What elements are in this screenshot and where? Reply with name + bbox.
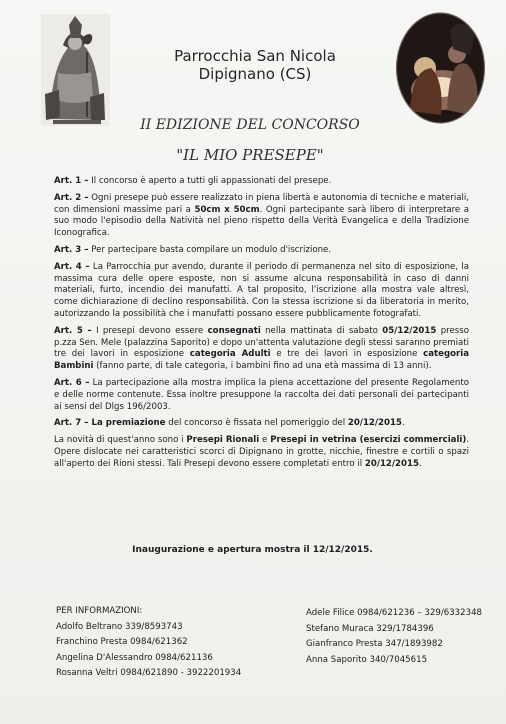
article-2 [54,193,469,240]
article-bold-text: Presepi Rionali [186,435,260,446]
article-text: e tre dei lavori in esposizione [270,349,424,360]
novelty-paragraph [54,435,469,470]
article-6 [54,378,469,413]
article-label: Art. 3 – [54,244,89,255]
article-1 [54,176,469,188]
article-bold-text: categoria Adulti [189,349,271,360]
info-heading: PER INFORMAZIONI: [56,606,143,616]
article-text: Ogni presepe può essere realizzato in piena libertà e autonomia di tecniche e materiali, con dimensioni massime pari a [54,192,469,215]
article-bold-text: 20/12/2015 [364,458,419,469]
article-4 [54,262,469,321]
article-text: nella mattinata di sabato [260,325,383,336]
article-text: . [401,418,405,429]
article-bold-text: 05/12/2015 [382,325,437,336]
article-label: Art. 1 – [54,176,89,186]
article-text: . Ogni partecipante sarà libero di interpretare a suo modo l'episodio della Natività nel pieno rispetto della Verità Evangelica e della Tradizione Iconografica. [54,204,469,239]
article-bold-text: La premiazione [88,418,166,429]
contest-name: "IL MIO PRESEPE" [176,146,324,164]
article-label: Art. 5 – [54,325,92,336]
contact-entry: Angelina D'Alessandro 0984/621136 [56,652,213,663]
parish-name: Parrocchia San Nicola [174,47,336,65]
contacts-right [306,606,482,668]
article-bold-text: consegnati [207,325,261,336]
article-text: I presepi devono essere [91,325,208,336]
article-text: Il concorso è aperto a tutti gli appassionati del presepe. [88,176,332,186]
contact-entry: Rosanna Veltri 0984/621890 - 3922201934 [56,668,242,678]
contact-entry: Gianfranco Presta 347/1893982 [306,639,443,649]
article-text: del concorso è fissata nel pomeriggio del [165,418,348,429]
article-text: La partecipazione alla mostra implica la piena accettazione del presente Regolamento e delle norme contenute. Essa inoltre presuppone la raccolta dei dati personali dei partecipanti ai sensi del Dlgs 196/2003. [54,377,469,412]
article-text: presso p.zza Sen. Mele (palazzina Saporito) e dopo un'attenta valutazione degli stessi saranno premiati tre dei lavori in esposizione [54,325,470,360]
contact-entry: Franchino Presta 0984/621362 [56,637,188,647]
article-label: Art. 4 – [54,261,90,272]
article-text: Per partecipare basta compilare un modulo d'iscrizione. [88,244,332,255]
article-text: e [259,435,271,446]
article-text: (fanno parte, di tale categoria, i bambini fino ad una età massima di 13 anni). [93,361,432,372]
article-text: La Parrocchia pur avendo, durante il periodo di permanenza nel sito di esposizione, la massima cura delle opere esposte, non si assume alcuna responsabilità in caso di danni materiali, furto, incendio dei manufatti. A tal proposito, l'iscrizione alla mostra vale altresì, come dichiarazione di declino responsabilità. Con la stessa iscrizione si da liberatoria in merito, autorizzando la possibilità che i manufatti possano essere pubblicamente fotografati. [54,261,469,319]
article-bold-text: 20/12/2015 [347,418,402,429]
nativity-oval-image [395,12,486,124]
contest-edition: II EDIZIONE DEL CONCORSO [140,117,360,133]
article-7 [54,418,469,430]
contact-entry: Adele Filice 0984/621236 – 329/6332348 [306,608,483,618]
article-bold-text: Presepi in vetrina (esercizi commerciali) [270,435,467,446]
article-bold-text: categoria Bambini [54,349,470,372]
contact-entry: Stefano Muraca 329/1784396 [306,623,434,634]
article-label: Art. 2 – [54,192,89,203]
saint-nicola-statue-image [41,14,110,126]
regulations [54,176,469,476]
article-text: . [418,458,422,469]
parish-location: Dipignano (CS) [198,65,312,83]
article-bold-text: 50cm x 50cm [194,204,260,215]
opening-announcement: Inaugurazione e apertura mostra il 12/12/2015. [132,545,373,555]
article-3 [54,245,469,257]
parish-heading [160,47,350,83]
contact-entry: Adolfo Beltrano 339/8593743 [56,621,183,632]
article-label: Art. 7 – [54,418,89,429]
contact-entry: Anna Saporito 340/7045615 [306,654,428,665]
contacts-left [56,604,241,682]
article-text: . Opere dislocate nei caratteristici scorci di Dipignano in grotte, nicchie, finestre e cortili o spazi all'aperto dei Rioni stessi. Tali Presepi devono essere completati entro il [54,435,469,469]
article-text: La novità di quest'anno sono i [54,435,187,446]
article-label: Art. 6 – [54,377,90,388]
article-5 [54,326,469,373]
